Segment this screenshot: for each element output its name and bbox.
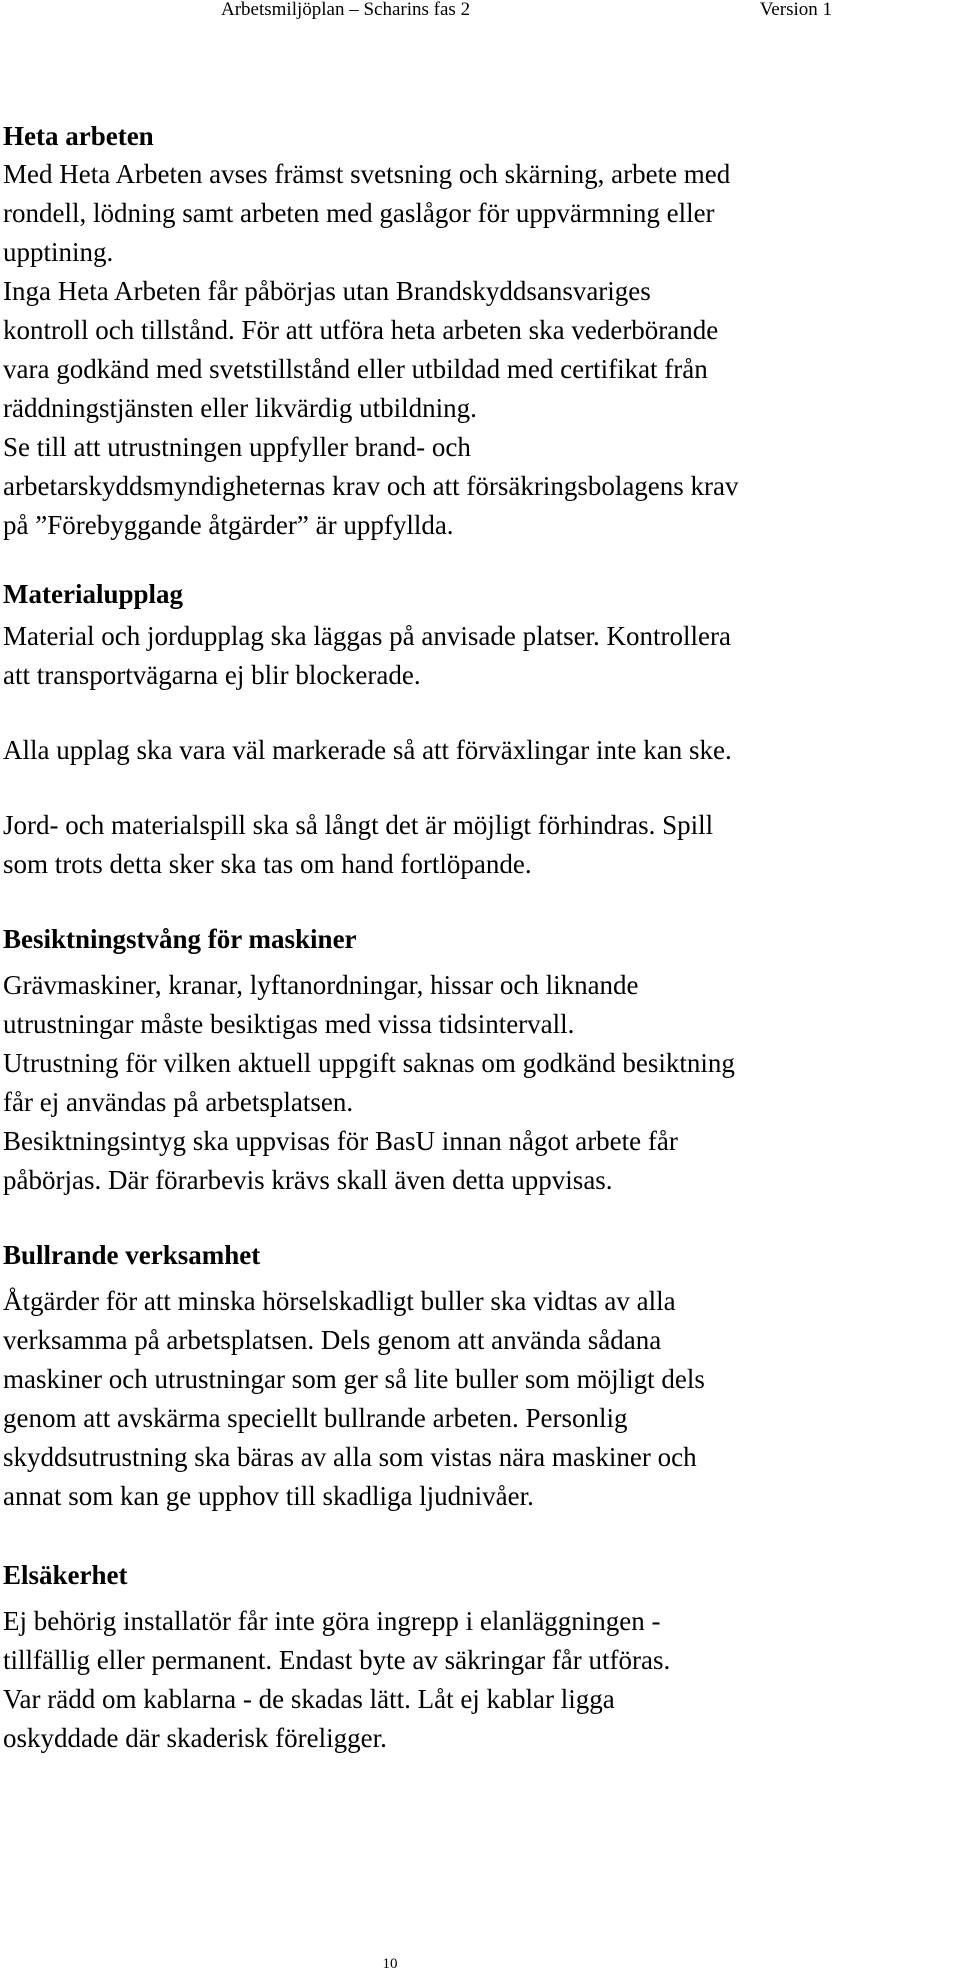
text-line: att transportvägarna ej blir blockerade. (3, 660, 421, 690)
text-line: Utrustning för vilken aktuell uppgift saknas om godkänd besiktning (3, 1048, 735, 1078)
text-line: Åtgärder för att minska hörselskadligt buller ska vidtas av alla (3, 1286, 676, 1316)
text-line: genom att avskärma speciellt bullrande arbeten. Personlig (3, 1403, 628, 1433)
text-line: tillfällig eller permanent. Endast byte av säkringar får utföras. (3, 1645, 671, 1675)
text-line: Grävmaskiner, kranar, lyftanordningar, hissar och liknande (3, 970, 639, 1000)
section-besiktningstvang (3, 920, 958, 1200)
text-line: får ej användas på arbetsplatsen. (3, 1087, 354, 1117)
text-line: Jord- och materialspill ska så långt det är möjligt förhindras. Spill (3, 810, 714, 840)
section-heading: Bullrande verksamhet (3, 1240, 261, 1270)
document-body (3, 117, 958, 1758)
text-line: vara godkänd med svetstillstånd eller utbildad med certifikat från (3, 354, 708, 384)
paragraph (3, 617, 958, 695)
text-line: skyddsutrustning ska bäras av alla som vistas nära maskiner och (3, 1442, 697, 1472)
text-line: som trots detta sker ska tas om hand fortlöpande. (3, 849, 532, 879)
section-heta-arbeten (3, 117, 958, 545)
text-line: påbörjas. Där förarbevis krävs skall även detta uppvisas. (3, 1165, 613, 1195)
text-line: utrustningar måste besiktigas med vissa tidsintervall. (3, 1009, 575, 1039)
text-line: Besiktningsintyg ska uppvisas för BasU innan något arbete får (3, 1126, 678, 1156)
page-number: 10 (382, 1956, 398, 1972)
paragraph (3, 731, 958, 770)
section-heading: Elsäkerhet (3, 1560, 128, 1590)
paragraph (3, 1282, 958, 1516)
paragraph (3, 155, 958, 545)
text-line: oskyddade där skaderisk föreligger. (3, 1723, 387, 1753)
text-line: på ”Förebyggande åtgärder” är uppfyllda. (3, 510, 454, 540)
section-elsakerhet (3, 1556, 958, 1758)
text-line: kontroll och tillstånd. För att utföra heta arbeten ska vederbörande (3, 315, 719, 345)
text-line: Ej behörig installatör får inte göra ingrepp i elanläggningen - (3, 1606, 661, 1636)
section-heading: Heta arbeten (3, 121, 154, 151)
document-version: Version 1 (759, 0, 832, 20)
text-line: rondell, lödning samt arbeten med gaslågor för uppvärmning eller (3, 198, 715, 228)
text-line: Se till att utrustningen uppfyller brand- och (3, 432, 471, 462)
text-line: maskiner och utrustningar som ger så lite buller som möjligt dels (3, 1364, 705, 1394)
section-heading: Materialupplag (3, 579, 183, 609)
text-line: Inga Heta Arbeten får påbörjas utan Brandskyddsansvariges (3, 276, 651, 306)
section-materialupplag (3, 575, 958, 884)
text-line: verksamma på arbetsplatsen. Dels genom att använda sådana (3, 1325, 662, 1355)
document-title: Arbetsmiljöplan – Scharins fas 2 (221, 0, 471, 20)
text-line: Material och jordupplag ska läggas på anvisade platser. Kontrollera (3, 621, 732, 651)
text-line: upptining. (3, 237, 114, 267)
paragraph (3, 966, 958, 1200)
text-line: Alla upplag ska vara väl markerade så att förväxlingar inte kan ske. (3, 735, 732, 765)
paragraph (3, 806, 958, 884)
paragraph (3, 1602, 958, 1758)
section-bullrande-verksamhet (3, 1236, 958, 1516)
text-line: Med Heta Arbeten avses främst svetsning och skärning, arbete med (3, 159, 731, 189)
page-header (0, 0, 960, 20)
text-line: arbetarskyddsmyndigheternas krav och att försäkringsbolagens krav (3, 471, 739, 501)
text-line: räddningstjänsten eller likvärdig utbildning. (3, 393, 477, 423)
text-line: Var rädd om kablarna - de skadas lätt. Låt ej kablar ligga (3, 1684, 615, 1714)
text-line: annat som kan ge upphov till skadliga ljudnivåer. (3, 1481, 534, 1511)
section-heading: Besiktningstvång för maskiner (3, 924, 357, 954)
